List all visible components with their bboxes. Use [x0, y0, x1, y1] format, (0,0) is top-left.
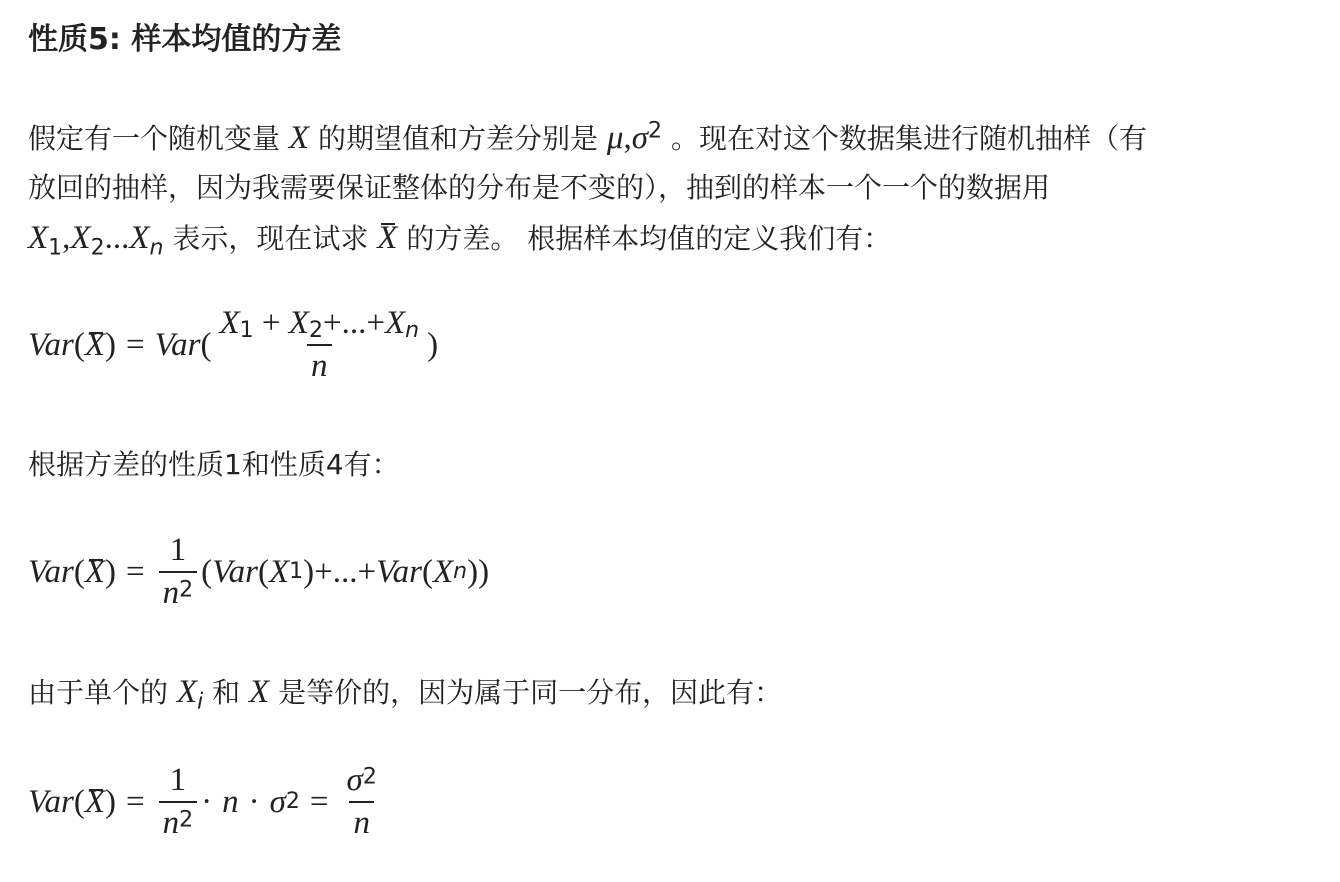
math-var: Var [28, 783, 74, 820]
math-var: Var [28, 326, 74, 363]
math-equals: = [126, 783, 145, 820]
math-x: X [288, 120, 310, 156]
math-x-bar: X [84, 553, 106, 590]
fraction-one-over-n-squared: $\frac{1}{n^2}$ [159, 532, 198, 612]
equation-3: Var ( X ) = $\frac{1}{n^2}$ · n · σ 2 = $\frac{\sigma^2}{n}$ [28, 762, 385, 842]
text-segment: 的期望值和方差分别是 [318, 122, 599, 155]
text-segment: 是等价的，因为属于同一分布，因此有： [278, 676, 783, 709]
math-var: Var [28, 553, 74, 590]
text-segment: 的方差。 根据样本均值的定义我们有： [406, 222, 892, 255]
math-x-bar: X [377, 220, 398, 256]
math-equals: = [126, 326, 145, 363]
paragraph-3 [28, 672, 782, 713]
text-segment: 由于单个的 [28, 676, 169, 709]
paragraph-1-line-3 [28, 218, 891, 259]
equation-2: Var ( X ) = $\frac{1}{n^2}$ ( Var ( X 1 ) + ... + Var ( X n )) [28, 532, 490, 611]
math-sample-list: $X_1,X_2...X_n$ [28, 220, 164, 261]
paragraph-1-line-2: 放回的抽样，因为我需要保证整体的分布是不变的），抽到的样本一个一个的数据用 [28, 171, 1051, 204]
math-x: X [249, 674, 270, 710]
math-equals: = [309, 783, 329, 820]
paragraph-1-line-1 [28, 118, 1147, 159]
fraction-sigma-squared-over-n: $\frac{\sigma^2}{n}$ [346, 762, 377, 841]
text-segment: 假定有一个随机变量 [28, 122, 281, 155]
math-var: Var [154, 326, 201, 363]
math-mu-sigma: $\mu,\sigma^2$ [606, 118, 663, 156]
fraction-sum-over-n: $\frac{X_1 + X_2+...+X_n}{n}$ [219, 305, 420, 384]
paragraph-2: 根据方差的性质1和性质4有： [28, 448, 400, 481]
math-x-bar: X [84, 783, 106, 820]
page-title: 性质5: 样本均值的方差 [28, 22, 342, 57]
math-x-bar: X [84, 326, 106, 363]
math-x-i: $X_i$ [176, 674, 204, 715]
equation-1: Var ( X ) = Var ( $\frac{X_1 + X_2+...+X_n}{n}$ ) [28, 305, 439, 384]
text-segment: 。现在对这个数据集进行随机抽样（有 [670, 122, 1147, 155]
text-segment: 表示，现在试求 [172, 222, 369, 255]
fraction-one-over-n-squared: $\frac{1}{n^2}$ [159, 762, 198, 842]
math-equals: = [126, 553, 145, 590]
text-segment: 和 [212, 676, 241, 709]
